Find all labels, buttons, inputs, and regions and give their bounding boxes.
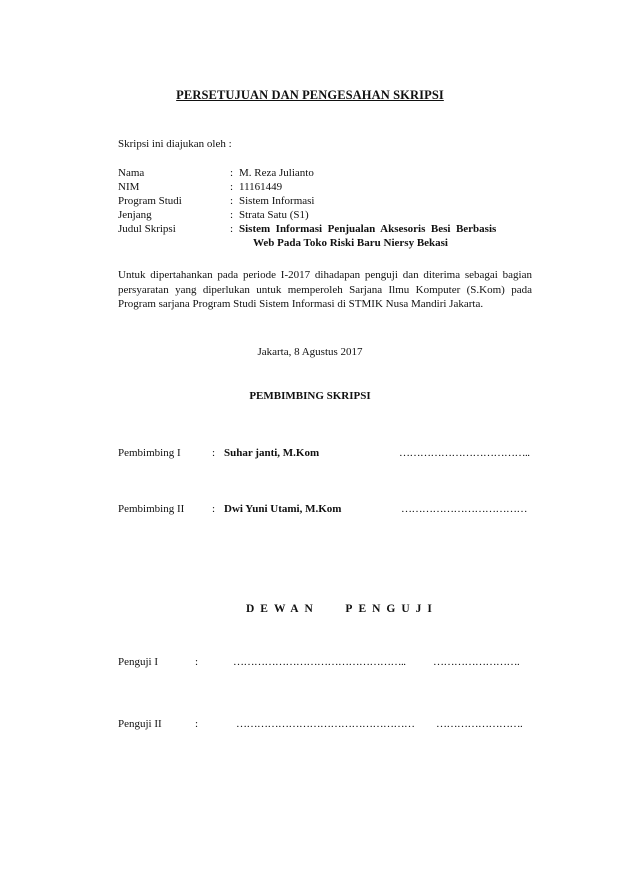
penguji-1-signature-line: …………………….	[433, 656, 520, 668]
field-label-judul: Judul Skripsi	[118, 223, 176, 235]
statement-paragraph: Untuk dipertahankan pada periode I-2017 dihadapan penguji dan diterima sebagai bagian persyaratan yang diperlukan untuk memperoleh Sarjana Ilmu Komputer (S.Kom) pada Program sarjana Program Studi Sistem Informasi di STMIK Nusa Mandiri Jakarta.	[118, 269, 532, 311]
field-value-judul-line2: Web Pada Toko Riski Baru Niersy Bekasi	[253, 237, 448, 249]
field-label-program-studi: Program Studi	[118, 195, 182, 207]
pembimbing-1-label: Pembimbing I	[118, 447, 181, 459]
pembimbing-colon: :	[212, 447, 216, 459]
pembimbing-1-name: Suhar janti, M.Kom	[224, 447, 320, 459]
dewan-penguji-heading: DEWAN PENGUJI	[246, 603, 438, 615]
field-value-program-studi: Sistem Informasi	[239, 195, 315, 207]
penguji-1-label: Penguji I	[118, 656, 159, 668]
pembimbing-heading: PEMBIMBING SKRIPSI	[249, 390, 371, 402]
intro-text: Skripsi ini diajukan oleh :	[118, 138, 232, 150]
penguji-colon: :	[195, 656, 199, 668]
field-value-nim: 11161449	[239, 181, 283, 193]
field-value-nama: M. Reza Julianto	[239, 167, 314, 179]
field-colon: :	[230, 167, 234, 179]
field-value-jenjang: Strata Satu (S1)	[239, 209, 309, 221]
penguji-2-label: Penguji II	[118, 718, 162, 730]
pembimbing-2-label: Pembimbing II	[118, 503, 185, 515]
document-title: PERSETUJUAN DAN PENGESAHAN SKRIPSI	[176, 88, 444, 102]
pembimbing-2-signature-line: ………………………………	[401, 503, 527, 515]
field-colon: :	[230, 209, 234, 221]
field-colon: :	[230, 223, 234, 235]
penguji-2-signature-line: …………………….	[436, 718, 523, 730]
field-colon: :	[230, 195, 234, 207]
field-colon: :	[230, 181, 234, 193]
pembimbing-2-name: Dwi Yuni Utami, M.Kom	[224, 503, 342, 515]
penguji-colon: :	[195, 718, 199, 730]
field-label-nim: NIM	[118, 181, 140, 193]
pembimbing-1-signature-line: ………………………………..	[399, 447, 530, 459]
field-label-nama: Nama	[118, 167, 145, 179]
penguji-1-name-line: …………………………………………..	[233, 656, 406, 668]
field-value-judul-line1: Sistem Informasi Penjualan Aksesoris Besi Berbasis	[239, 223, 497, 235]
pembimbing-colon: :	[212, 503, 216, 515]
penguji-2-name-line: ……………………………………………	[236, 718, 415, 730]
place-date: Jakarta, 8 Agustus 2017	[257, 346, 363, 358]
field-label-jenjang: Jenjang	[118, 209, 152, 221]
